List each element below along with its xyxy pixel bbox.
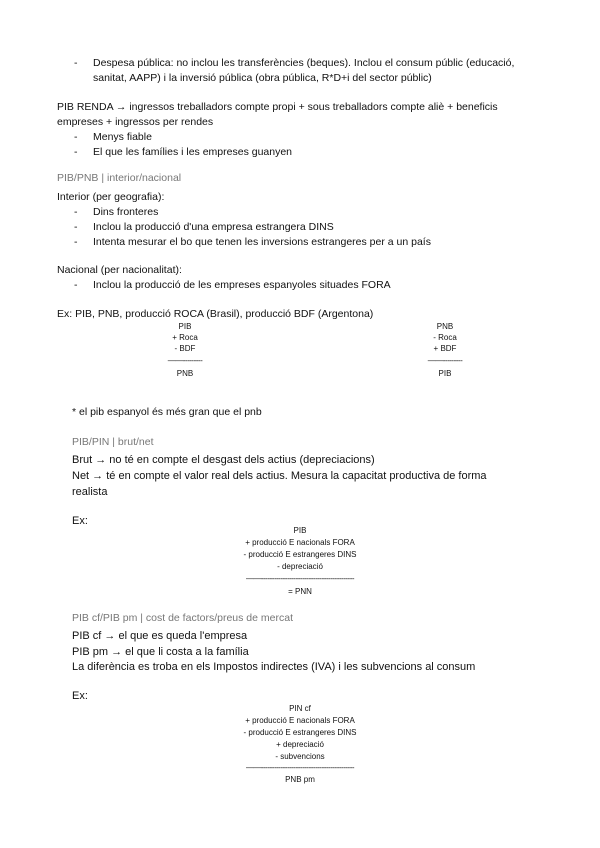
nacional-bullet: Inclou la producció de les empreses espanyoles situades FORA [93, 279, 391, 291]
renda-line1: PIB RENDA → ingressos treballadors compte propi + sous treballadors compte aliè + beneficis [57, 101, 498, 113]
pm-line: PIB pm → el que li costa a la família [72, 646, 249, 658]
renda-bullet: Menys fiable [93, 131, 152, 143]
pin-ex-label: Ex: [72, 515, 88, 527]
pin-calc-line: PIB [293, 526, 307, 535]
calc-left-result: PNB [176, 369, 194, 378]
section-heading-cf: PIB cf/PIB pm | cost de factors/preus de mercat [72, 612, 293, 624]
renda-line2: empreses + ingressos per rendes [57, 116, 214, 128]
pnb-example: Ex: PIB, PNB, producció ROCA (Brasil), producció BDF (Argentona) [57, 308, 374, 320]
interior-title: Interior (per geografia): [57, 191, 165, 203]
bullet-dash: - [74, 236, 78, 248]
cf-line: PIB cf → el que es queda l'empresa [72, 630, 248, 642]
bullet-dash: - [74, 279, 78, 291]
cf-calc-bar: ——------------------------------------------- [245, 763, 355, 772]
pin-net-line2: realista [72, 486, 108, 498]
pin-calc-line: + producció E nacionals FORA [245, 538, 355, 547]
calc-right-line: + BDF [433, 344, 457, 353]
cf-calc-line: - subvencions [275, 752, 325, 761]
calc-right-bar: ——--------- [427, 356, 463, 365]
pnb-note: * el pib espanyol és més gran que el pnb [72, 406, 262, 418]
calc-right-line: PNB [436, 322, 454, 331]
bullet-dash: - [74, 221, 78, 233]
cf-calc-result: PNB pm [285, 775, 315, 784]
bullet-dash: - [74, 131, 78, 143]
section-heading-pin: PIB/PIN | brut/net [72, 436, 154, 448]
pin-calc-line: - producció E estrangeres DINS [243, 550, 357, 559]
pin-calc-result: = PNN [288, 587, 312, 596]
pin-calc-line: - depreciació [277, 562, 323, 571]
pin-calc-bar: ——------------------------------------------- [245, 574, 355, 583]
cf-calc-line: + depreciació [276, 740, 324, 749]
interior-bullet: Dins fronteres [93, 206, 159, 218]
nacional-title: Nacional (per nacionalitat): [57, 264, 182, 276]
bullet-dash: - [74, 57, 78, 69]
calc-left-line: PIB [178, 322, 192, 331]
calc-left-line: - BDF [174, 344, 196, 353]
bullet-despesa-line2: sanitat, AAPP) i la inversió pública (obra pública, R*D+i del sector públic) [93, 72, 432, 84]
cf-ex-label: Ex: [72, 690, 88, 702]
cf-calc-line: PIN cf [289, 704, 311, 713]
diff-line: La diferència es troba en els Impostos indirectes (IVA) i les subvencions al consum [72, 661, 476, 673]
calc-right-line: - Roca [433, 333, 457, 342]
interior-bullet: Intenta mesurar el bo que tenen les inversions estrangeres per a un país [93, 236, 431, 248]
pin-brut: Brut → no té en compte el desgast dels actius (depreciacions) [72, 454, 375, 466]
calc-right-result: PIB [438, 369, 452, 378]
bullet-dash: - [74, 206, 78, 218]
renda-bullet: El que les famílies i les empreses guanyen [93, 146, 293, 158]
cf-calc-line: + producció E nacionals FORA [245, 716, 355, 725]
cf-calc-line: - producció E estrangeres DINS [243, 728, 357, 737]
interior-bullet: Inclou la producció d'una empresa estrangera DINS [93, 221, 334, 233]
bullet-dash: - [74, 146, 78, 158]
bullet-despesa-line1: Despesa pública: no inclou les transferències (beques). Inclou el consum públic (educació, [93, 57, 515, 69]
calc-left-bar: ——--------- [167, 356, 203, 365]
pin-net-line1: Net → té en compte el valor real dels actius. Mesura la capacitat productiva de forma [72, 470, 487, 482]
section-heading-pnb: PIB/PNB | interior/nacional [57, 172, 182, 184]
calc-left-line: + Roca [172, 333, 198, 342]
